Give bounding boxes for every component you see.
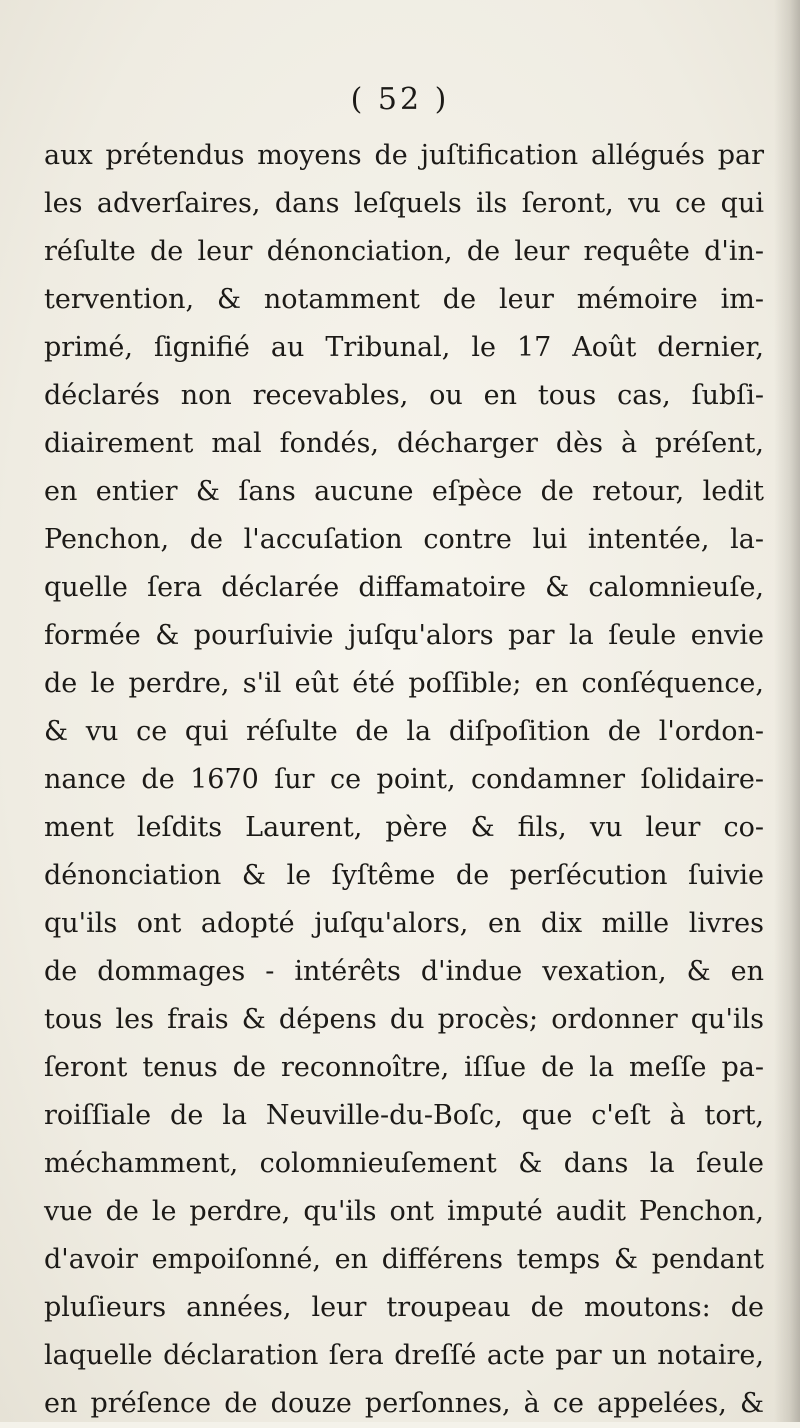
text-line: primé, ſignifié au Tribunal, le 17 Août dernier,	[44, 332, 764, 363]
body-text	[44, 132, 764, 1428]
page-gutter-shadow	[774, 0, 800, 1422]
text-line: de le perdre, s'il eût été poſſible; en conſéquence,	[44, 668, 764, 699]
text-line: déclarés non recevables, ou en tous cas, ſubſi-	[44, 380, 764, 411]
text-line: diairement mal fondés, décharger dès à préſent,	[44, 428, 764, 459]
text-line: & vu ce qui réſulte de la diſpoſition de l'ordon-	[44, 716, 764, 747]
text-line: méchamment, colomnieuſement & dans la ſeule	[44, 1148, 764, 1179]
text-line: quelle ſera déclarée diffamatoire & calomnieuſe,	[44, 572, 764, 603]
text-line: qu'ils ont adopté juſqu'alors, en dix mille livres	[44, 908, 764, 939]
text-line: formée & pourſuivie juſqu'alors par la ſeule envie	[44, 620, 764, 651]
text-line: ment leſdits Laurent, père & fils, vu leur co-	[44, 812, 764, 843]
text-line: laquelle déclaration ſera dreſſé acte par un notaire,	[44, 1340, 764, 1371]
text-line: tous les frais & dépens du procès; ordonner qu'ils	[44, 1004, 764, 1035]
text-line: de dommages - intérêts d'indue vexation, & en	[44, 956, 764, 987]
text-line: pluſieurs années, leur troupeau de moutons: de	[44, 1292, 764, 1323]
text-line: Penchon, de l'accuſation contre lui intentée, la-	[44, 524, 764, 555]
text-line: réſulte de leur dénonciation, de leur requête d'in-	[44, 236, 764, 267]
text-line: nance de 1670 ſur ce point, condamner ſolidaire-	[44, 764, 764, 795]
text-line: d'avoir empoiſonné, en différens temps & pendant	[44, 1244, 764, 1275]
text-line: ſeront tenus de reconnoître, iſſue de la meſſe pa-	[44, 1052, 764, 1083]
page-number: ( 52 )	[350, 82, 450, 117]
text-line: dénonciation & le ſyſtême de perſécution ſuivie	[44, 860, 764, 891]
text-line: en entier & ſans aucune eſpèce de retour, ledit	[44, 476, 764, 507]
text-line: vue de le perdre, qu'ils ont imputé audit Penchon,	[44, 1196, 764, 1227]
text-line: roiſſiale de la Neuville-du-Boſc, que c'eſt à tort,	[44, 1100, 764, 1131]
text-line: en préſence de douze perſonnes, à ce appelées, &	[44, 1388, 764, 1419]
text-line: les adverſaires, dans leſquels ils ſeront, vu ce qui	[44, 188, 764, 219]
text-line: aux prétendus moyens de juſtification allégués par	[44, 140, 764, 171]
text-line: tervention, & notamment de leur mémoire im-	[44, 284, 764, 315]
